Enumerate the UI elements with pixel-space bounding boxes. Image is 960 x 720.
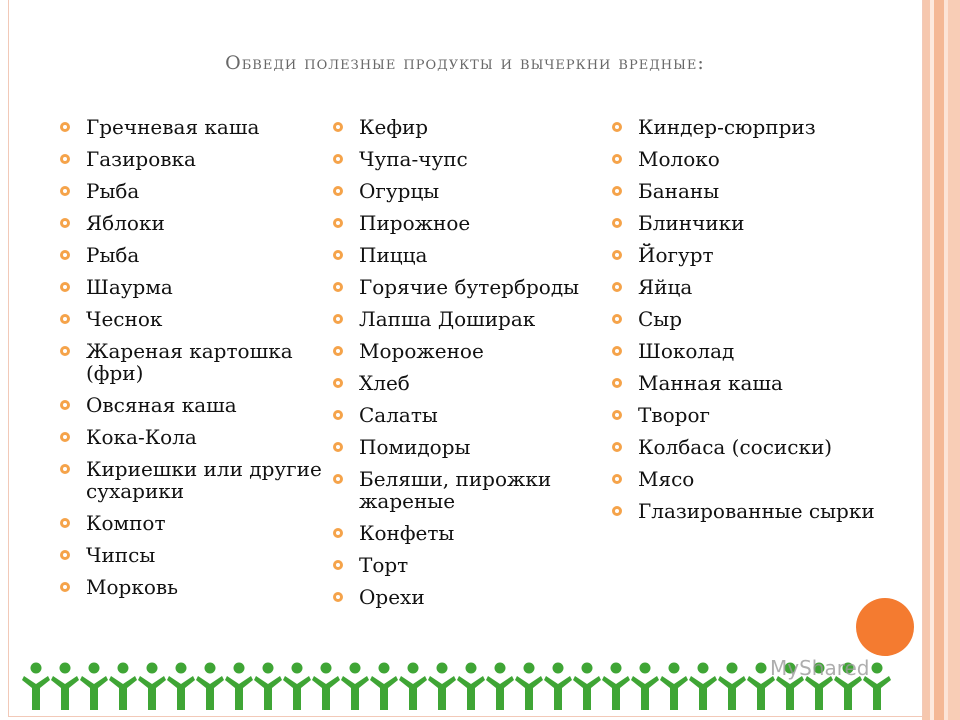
- orange-ring-bullet-icon: [60, 346, 70, 356]
- person-icon: [167, 663, 195, 711]
- food-list-column-3: [612, 116, 882, 554]
- food-list-column-1: [60, 116, 330, 608]
- orange-ring-bullet-icon: [333, 154, 343, 164]
- orange-ring-bullet-icon: [60, 582, 70, 592]
- list-item: [612, 436, 882, 468]
- orange-ring-bullet-icon: [612, 154, 622, 164]
- orange-ring-bullet-icon: [60, 464, 70, 474]
- list-item: [60, 212, 330, 244]
- orange-ring-bullet-icon: [60, 250, 70, 260]
- person-icon: [341, 663, 369, 711]
- list-item: [612, 244, 882, 276]
- list-item-label: Бананы: [638, 179, 720, 203]
- list-item-label: Чупа-чупс: [359, 147, 468, 171]
- orange-ring-bullet-icon: [60, 314, 70, 324]
- person-icon: [283, 663, 311, 711]
- list-item-label: Конфеты: [359, 521, 455, 545]
- list-item: [612, 308, 882, 340]
- orange-ring-bullet-icon: [60, 400, 70, 410]
- list-item-label: Чеснок: [86, 307, 163, 331]
- decorative-stripe: [948, 0, 960, 720]
- orange-ring-bullet-icon: [612, 410, 622, 420]
- list-item-label: Жареная картошка (фри): [86, 339, 293, 385]
- list-item-label: Огурцы: [359, 179, 440, 203]
- list-item-label: Рыба: [86, 243, 140, 267]
- person-icon: [544, 663, 572, 711]
- orange-ring-bullet-icon: [60, 218, 70, 228]
- person-icon: [109, 663, 137, 711]
- list-item: [333, 116, 613, 148]
- orange-ring-bullet-icon: [60, 122, 70, 132]
- orange-ring-bullet-icon: [60, 282, 70, 292]
- list-item: [612, 148, 882, 180]
- person-icon: [196, 663, 224, 711]
- list-item-label: Сыр: [638, 307, 683, 331]
- orange-ring-bullet-icon: [612, 378, 622, 388]
- list-item-label: Рыба: [86, 179, 140, 203]
- list-item-label: Лапша Доширак: [359, 307, 536, 331]
- list-item-label: Кока-Кола: [86, 425, 197, 449]
- orange-ring-bullet-icon: [333, 410, 343, 420]
- list-item: [612, 404, 882, 436]
- list-item-label: Орехи: [359, 585, 425, 609]
- orange-ring-bullet-icon: [333, 592, 343, 602]
- list-item: [333, 372, 613, 404]
- person-icon: [631, 663, 659, 711]
- person-icon: [138, 663, 166, 711]
- list-item: [333, 554, 613, 586]
- orange-ring-bullet-icon: [333, 314, 343, 324]
- list-item-label: Мороженое: [359, 339, 484, 363]
- list-item-label: Яйца: [638, 275, 693, 299]
- list-item: [333, 308, 613, 340]
- list-item-label: Хлеб: [359, 371, 410, 395]
- person-icon: [399, 663, 427, 711]
- list-item: [333, 276, 613, 308]
- orange-ring-bullet-icon: [612, 346, 622, 356]
- list-item-label: Гречневая каша: [86, 115, 260, 139]
- orange-ring-bullet-icon: [60, 186, 70, 196]
- list-item: [612, 500, 882, 554]
- orange-ring-bullet-icon: [333, 474, 343, 484]
- list-item: [612, 116, 882, 148]
- list-item: [60, 276, 330, 308]
- orange-ring-bullet-icon: [333, 378, 343, 388]
- orange-ring-bullet-icon: [333, 346, 343, 356]
- person-icon: [22, 663, 50, 711]
- orange-ring-bullet-icon: [333, 560, 343, 570]
- list-item-label: Киндер-сюрприз: [638, 115, 816, 139]
- orange-ring-bullet-icon: [333, 250, 343, 260]
- list-item: [60, 544, 330, 576]
- orange-ring-bullet-icon: [333, 282, 343, 292]
- list-item-label: Яблоки: [86, 211, 165, 235]
- list-item: [333, 404, 613, 436]
- list-item: [60, 426, 330, 458]
- list-item: [60, 576, 330, 608]
- list-item-label: Колбаса (сосиски): [638, 435, 833, 459]
- list-item-label: Салаты: [359, 403, 438, 427]
- list-item-label: Морковь: [86, 575, 179, 599]
- orange-ring-bullet-icon: [612, 250, 622, 260]
- person-icon: [51, 663, 79, 711]
- list-item-label: Шоколад: [638, 339, 735, 363]
- decorative-orange-circle: [856, 598, 914, 656]
- decorative-stripe: [934, 0, 944, 720]
- list-item: [333, 522, 613, 554]
- list-item: [333, 148, 613, 180]
- list-item-label: Блинчики: [638, 211, 745, 235]
- list-item: [60, 308, 330, 340]
- list-item: [60, 116, 330, 148]
- list-item-label: Манная каша: [638, 371, 783, 395]
- person-icon: [718, 663, 746, 711]
- orange-ring-bullet-icon: [333, 186, 343, 196]
- list-item: [333, 468, 613, 522]
- list-item: [60, 458, 330, 512]
- food-list-column-2: [333, 116, 613, 618]
- person-icon: [370, 663, 398, 711]
- list-item: [60, 394, 330, 426]
- list-item: [333, 180, 613, 212]
- list-item: [60, 512, 330, 544]
- list-item: [60, 340, 330, 394]
- list-item: [333, 212, 613, 244]
- watermark: MyShared: [770, 656, 870, 680]
- orange-ring-bullet-icon: [333, 442, 343, 452]
- list-item: [612, 468, 882, 500]
- person-icon: [428, 663, 456, 711]
- person-icon: [689, 663, 717, 711]
- list-item: [612, 180, 882, 212]
- person-icon: [254, 663, 282, 711]
- orange-ring-bullet-icon: [612, 186, 622, 196]
- list-item: [612, 372, 882, 404]
- list-item-label: Мясо: [638, 467, 695, 491]
- list-item-label: Кириешки или другие сухарики: [86, 457, 322, 503]
- orange-ring-bullet-icon: [60, 518, 70, 528]
- list-item: [333, 340, 613, 372]
- list-item: [333, 244, 613, 276]
- list-item: [60, 244, 330, 276]
- person-icon: [515, 663, 543, 711]
- list-item-label: Овсяная каша: [86, 393, 237, 417]
- list-item-label: Молоко: [638, 147, 720, 171]
- orange-ring-bullet-icon: [612, 474, 622, 484]
- list-item-label: Кефир: [359, 115, 429, 139]
- person-icon: [457, 663, 485, 711]
- list-item-label: Шаурма: [86, 275, 173, 299]
- person-icon: [486, 663, 514, 711]
- orange-ring-bullet-icon: [612, 282, 622, 292]
- orange-ring-bullet-icon: [60, 550, 70, 560]
- person-icon: [573, 663, 601, 711]
- list-item-label: Компот: [86, 511, 166, 535]
- list-item: [333, 586, 613, 618]
- orange-ring-bullet-icon: [333, 122, 343, 132]
- list-item-label: Пирожное: [359, 211, 471, 235]
- list-item-label: Газировка: [86, 147, 196, 171]
- orange-ring-bullet-icon: [333, 218, 343, 228]
- list-item-label: Йогурт: [638, 243, 714, 267]
- decorative-stripe: [922, 0, 930, 720]
- person-icon: [80, 663, 108, 711]
- list-item-label: Творог: [638, 403, 710, 427]
- person-icon: [225, 663, 253, 711]
- list-item-label: Глазированные сырки: [638, 499, 875, 523]
- list-item: [60, 148, 330, 180]
- list-item: [612, 212, 882, 244]
- list-item-label: Горячие бутерброды: [359, 275, 580, 299]
- list-item-label: Помидоры: [359, 435, 471, 459]
- orange-ring-bullet-icon: [612, 122, 622, 132]
- orange-ring-bullet-icon: [60, 432, 70, 442]
- list-item-label: Пицца: [359, 243, 428, 267]
- orange-ring-bullet-icon: [612, 218, 622, 228]
- list-item: [612, 276, 882, 308]
- orange-ring-bullet-icon: [612, 506, 622, 516]
- list-item: [333, 436, 613, 468]
- list-item: [612, 340, 882, 372]
- person-icon: [312, 663, 340, 711]
- orange-ring-bullet-icon: [333, 528, 343, 538]
- person-icon: [602, 663, 630, 711]
- list-item-label: Торт: [359, 553, 409, 577]
- list-item-label: Беляши, пирожки жареные: [359, 467, 552, 513]
- list-item-label: Чипсы: [86, 543, 156, 567]
- orange-ring-bullet-icon: [612, 314, 622, 324]
- orange-ring-bullet-icon: [60, 154, 70, 164]
- orange-ring-bullet-icon: [612, 442, 622, 452]
- list-item: [60, 180, 330, 212]
- person-icon: [660, 663, 688, 711]
- slide-title: Обведи полезные продукты и вычеркни вредные:: [225, 52, 705, 74]
